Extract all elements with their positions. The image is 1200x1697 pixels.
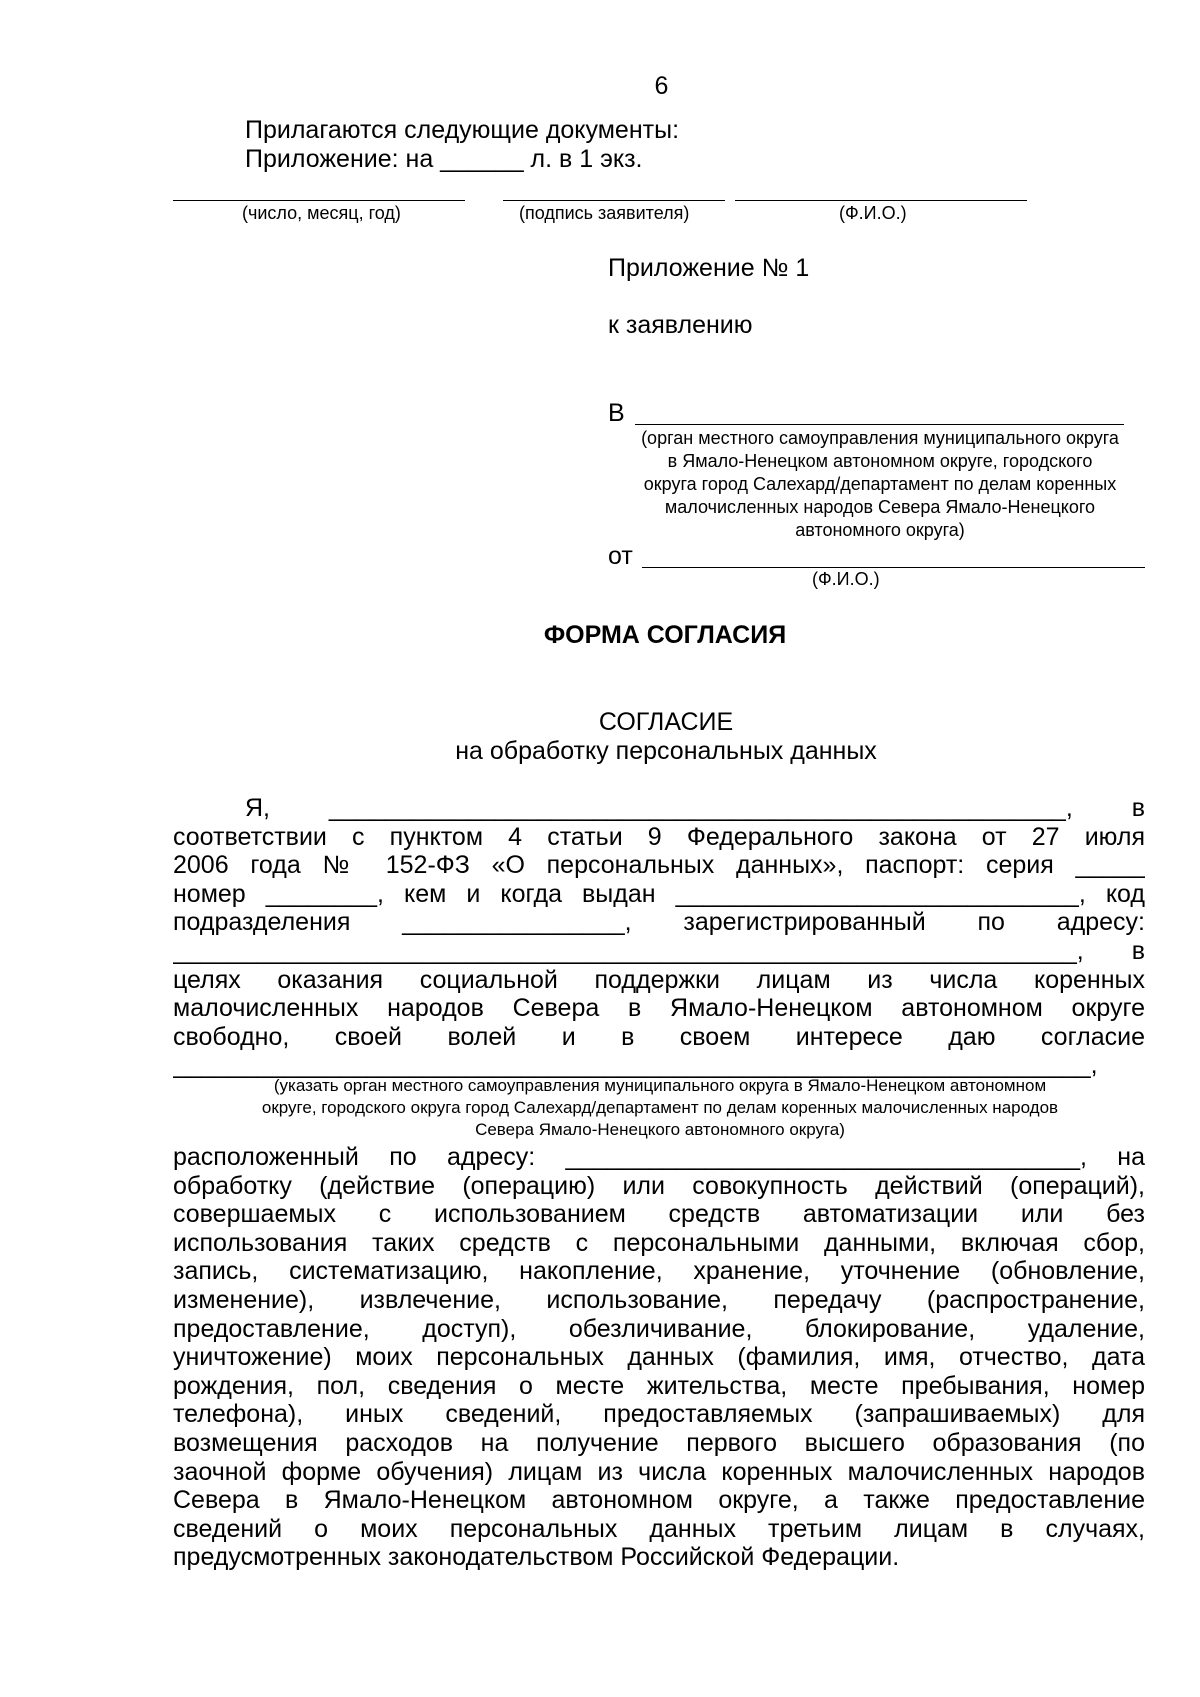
to-caption-5: автономного округа) xyxy=(795,520,965,540)
text-line: целях оказания социальной поддержки лицам из числа коренных xyxy=(173,965,1145,994)
name-line xyxy=(735,200,1027,201)
to-caption-1: (орган местного самоуправления муниципального округа xyxy=(641,428,1119,448)
form-heading: ФОРМА СОГЛАСИЯ xyxy=(543,621,787,649)
text-line: соответствии с пунктом 4 статьи 9 Федерального закона от 27 июля xyxy=(173,822,1145,851)
date-caption: (число, месяц, год) xyxy=(242,203,401,223)
consent-body-part2 xyxy=(173,1143,1145,1572)
text-line: запись, систематизацию, накопление, хранение, уточнение (обновление, xyxy=(173,1257,1145,1286)
organ-caption-3: Севера Ямало-Ненецкого автономного округа) xyxy=(475,1120,845,1139)
date-line xyxy=(173,200,465,201)
signature-line xyxy=(503,200,725,201)
to-caption-3: округа город Салехард/департамент по делам коренных xyxy=(643,474,1117,494)
text-line: 2006 года № 152-ФЗ «О персональных данных», паспорт: серия _____ xyxy=(173,851,1145,880)
text-line: __________________________________________________________________, xyxy=(173,1051,1098,1080)
text-line: подразделения ________________, зарегистрированный по адресу: xyxy=(173,908,1145,937)
name-caption: (Ф.И.О.) xyxy=(839,203,907,223)
text-line: заочной форме обучения) лицам из числа коренных малочисленных народов xyxy=(173,1457,1145,1486)
text-line: расположенный по адресу: _____________________________________, на xyxy=(173,1143,1145,1171)
text-line: предусмотренных законодательством Российской Федерации. xyxy=(173,1543,900,1572)
text-line: предоставление, доступ), обезличивание, блокирование, удаление, xyxy=(173,1314,1145,1343)
to-line xyxy=(635,424,1124,425)
to-caption-4: малочисленных народов Севера Ямало-Ненецкого xyxy=(664,497,1096,517)
appendix-subtitle: к заявлению xyxy=(608,311,753,339)
appendix-title: Приложение № 1 xyxy=(608,254,810,282)
attachments-heading: Прилагаются следующие документы: xyxy=(245,116,680,144)
consent-title: СОГЛАСИЕ xyxy=(598,708,734,736)
organ-caption-2: округе, городского округа город Салехард/департамент по делам коренных малочисленных народов xyxy=(261,1098,1059,1117)
consent-body-part1 xyxy=(173,794,1145,1080)
text-line: рождения, пол, сведения о месте жительства, месте пребывания, номер xyxy=(173,1371,1145,1400)
text-line: малочисленных народов Севера в Ямало-Ненецком автономном округе xyxy=(173,994,1145,1023)
organ-caption-1: (указать орган местного самоуправления муниципального округа в Ямало-Ненецком автономном xyxy=(273,1076,1047,1095)
text-line: Я, _____________________________________________________, в xyxy=(245,794,1145,822)
from-caption: (Ф.И.О.) xyxy=(812,569,880,589)
text-line: телефона), иных сведений, предоставляемых (запрашиваемых) для xyxy=(173,1400,1145,1429)
to-prefix: В xyxy=(608,399,625,427)
from-line xyxy=(642,567,1145,568)
consent-subtitle: на обработку персональных данных xyxy=(455,737,877,765)
text-line: сведений о моих персональных данных третьим лицам в случаях, xyxy=(173,1514,1145,1543)
text-line: использования таких средств с персональными данными, включая сбор, xyxy=(173,1228,1145,1257)
text-line: изменение), извлечение, использование, передачу (распространение, xyxy=(173,1285,1145,1314)
from-prefix: от xyxy=(608,542,633,570)
text-line: совершаемых с использованием средств автоматизации или без xyxy=(173,1200,1145,1229)
text-line: Севера в Ямало-Ненецком автономном округе, а также предоставление xyxy=(173,1486,1145,1515)
text-line: _________________________________________________________________, в xyxy=(173,936,1145,965)
text-line: обработку (действие (операцию) или совокупность действий (операций), xyxy=(173,1171,1145,1200)
page-number: 6 xyxy=(654,72,669,100)
text-line: номер ________, кем и когда выдан _____________________________, код xyxy=(173,879,1145,908)
signature-caption: (подпись заявителя) xyxy=(519,203,690,223)
to-caption-2: в Ямало-Ненецком автономном округе, городского xyxy=(667,451,1093,471)
text-line: возмещения расходов на получение первого высшего образования (по xyxy=(173,1428,1145,1457)
text-line: свободно, своей волей и в своем интересе даю согласие xyxy=(173,1022,1145,1051)
attachments-count: Приложение: на ______ л. в 1 экз. xyxy=(245,145,643,173)
text-line: уничтожение) моих персональных данных (фамилия, имя, отчество, дата xyxy=(173,1343,1145,1372)
